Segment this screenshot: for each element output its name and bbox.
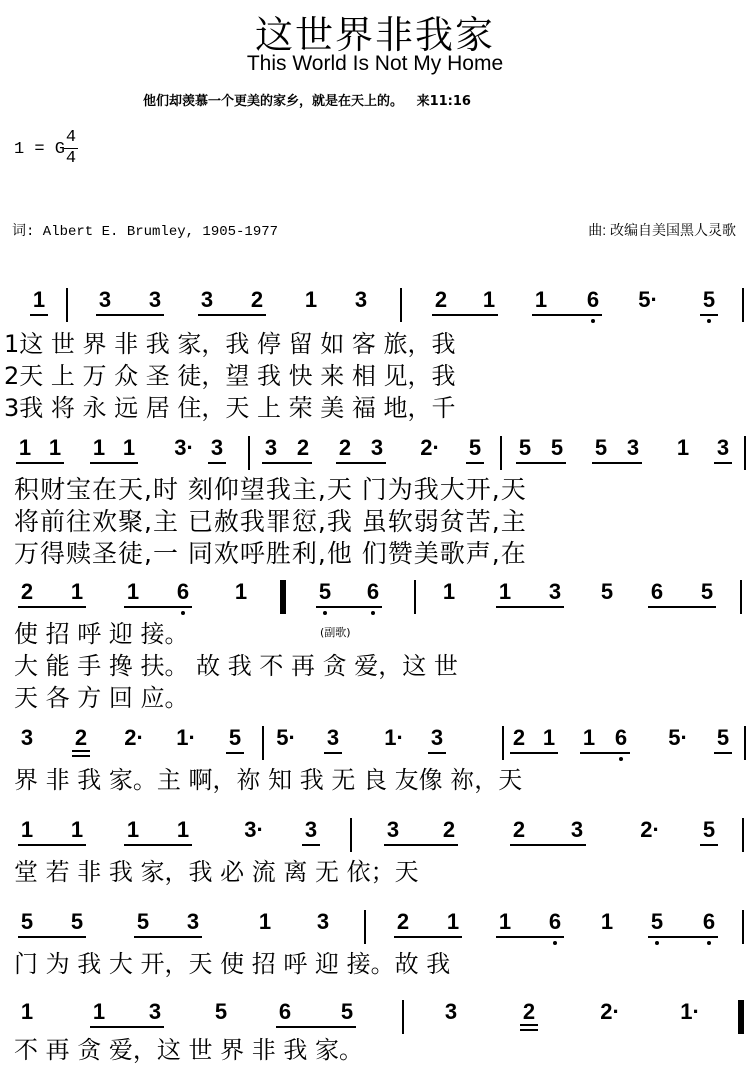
barline [402,1000,404,1034]
note: 6 [176,579,190,604]
chorus-tag: (副歌) [320,626,351,639]
note: 5· [638,287,658,312]
underline [18,606,86,608]
note: 6 [366,579,380,604]
note: 1 [122,435,136,460]
double-barline [280,580,286,614]
note: 3 [210,435,224,460]
underline [208,462,226,464]
note: 3 [186,909,200,934]
note: 5· [276,725,296,750]
note: 1· [384,725,404,750]
note: 3 [200,287,214,312]
note: 3 [304,817,318,842]
underline [262,462,312,464]
lyric-line: 使 招 呼 迎 接。 [14,620,189,648]
underline [496,936,564,938]
note: 1 [20,999,34,1024]
underline [226,752,244,754]
note: 3 [354,287,368,312]
lyric-line: 界 非 我 家。主 啊，祢 知 我 无 良 友像 祢，天 [14,766,523,794]
barline [350,818,352,852]
underline [520,1029,538,1031]
underline [592,462,642,464]
octave-dot [371,611,375,615]
note: 2· [640,817,660,842]
note: 2 [296,435,310,460]
note: 5 [136,909,150,934]
note: 1 [92,435,106,460]
underline [714,752,732,754]
underline [532,314,602,316]
note: 5 [702,817,716,842]
underline [714,462,732,464]
barline [744,726,746,760]
note: 1 [32,287,46,312]
underline [316,606,382,608]
note: 2 [74,725,88,750]
note: 6 [614,725,628,750]
underline [18,936,86,938]
song-title: 这世界非我家 [254,13,495,57]
note: 5 [650,909,664,934]
note: 5 [702,287,716,312]
note: 1 [20,817,34,842]
note: 1 [258,909,272,934]
note: 5 [716,725,730,750]
barline [500,436,502,470]
note: 2 [250,287,264,312]
underline [96,314,164,316]
note: 3 [316,909,330,934]
note: 3 [20,725,34,750]
note: 1 [498,909,512,934]
note: 2· [124,725,144,750]
lyric-line: 堂 若 非 我 家，我 必 流 离 无 依；天 [14,858,419,886]
underline [198,314,266,316]
note: 3 [326,725,340,750]
lyric-line: 积财宝在天,时 刻仰望我主,天 门为我大开,天 [14,475,527,504]
note: 5 [468,435,482,460]
underline [324,752,342,754]
note: 1 [92,999,106,1024]
note: 1 [234,579,248,604]
note: 2 [20,579,34,604]
note: 5 [594,435,608,460]
note: 3 [148,287,162,312]
underline [384,844,458,846]
lyric-line: 天 各 方 回 应。 [14,684,189,712]
underline [516,462,566,464]
underline [700,844,718,846]
underline [276,1026,356,1028]
note: 1 [498,579,512,604]
octave-dot [553,941,557,945]
note: 2 [512,817,526,842]
note: 5 [214,999,228,1024]
octave-dot [323,611,327,615]
note: 1 [534,287,548,312]
underline [466,462,484,464]
note: 1 [70,579,84,604]
note: 1 [446,909,460,934]
note: 1 [48,435,62,460]
note: 2· [600,999,620,1024]
note: 1 [676,435,690,460]
end-barline [738,1000,744,1034]
underline [648,606,716,608]
note: 1 [126,817,140,842]
note: 6 [650,579,664,604]
barline [262,726,264,760]
note: 3 [716,435,730,460]
underline [30,314,48,316]
underline [428,752,446,754]
note: 6 [278,999,292,1024]
note: 3· [244,817,264,842]
underline [336,462,386,464]
underline [520,1024,538,1026]
note: 3 [386,817,400,842]
note: 2 [396,909,410,934]
underline [124,844,192,846]
barline [364,910,366,944]
barline [740,580,742,614]
lyric-line: 2天 上 万 众 圣 徒，望 我 快 来 相 见，我 [4,362,456,390]
note: 5 [20,909,34,934]
underline [648,936,718,938]
barline [744,436,746,470]
note: 5 [600,579,614,604]
octave-dot [181,611,185,615]
note: 1 [582,725,596,750]
underline [394,936,462,938]
note: 5 [518,435,532,460]
note: 3 [370,435,384,460]
time-top: 4 [65,128,77,147]
underline [510,844,586,846]
lyric-line: 将前往欢聚,主 已赦我罪愆,我 虽软弱贫苦,主 [14,507,527,536]
scripture-verse: 他们却羡慕一个更美的家乡，就是在天上的。 来11:16 [143,94,471,109]
note: 2 [512,725,526,750]
barline [66,288,68,322]
time-bottom: 4 [65,149,77,168]
note: 5 [318,579,332,604]
octave-dot [655,941,659,945]
lyricist-credit: 词: Albert E. Brumley, 1905-1977 [12,224,279,240]
octave-dot [707,319,711,323]
underline [700,314,718,316]
note: 3 [444,999,458,1024]
octave-dot [591,319,595,323]
underline [510,752,558,754]
note: 1 [70,817,84,842]
underline [124,606,192,608]
underline [18,844,86,846]
lyric-line: 门 为 我 大 开，天 使 招 呼 迎 接。故 我 [14,950,451,978]
lyric-line: 大 能 手 搀 扶。 故 我 不 再 贪 爱，这 世 [14,652,458,680]
note: 5 [70,909,84,934]
barline [400,288,402,322]
time-signature [64,128,78,169]
underline [90,1026,164,1028]
note: 6 [548,909,562,934]
note: 5 [700,579,714,604]
note: 3 [98,287,112,312]
underline [72,755,90,757]
barline [502,726,504,760]
underline [90,462,138,464]
underline [134,936,202,938]
barline [248,436,250,470]
note: 5· [668,725,688,750]
note: 5 [340,999,354,1024]
note: 1 [482,287,496,312]
note: 1 [542,725,556,750]
note: 3 [264,435,278,460]
note: 2 [338,435,352,460]
octave-dot [707,941,711,945]
note: 6 [702,909,716,934]
note: 6 [586,287,600,312]
underline [302,844,320,846]
lyric-line: 3我 将 永 远 居 住，天 上 荣 美 福 地，千 [4,394,456,422]
underline [72,750,90,752]
barline [742,288,744,322]
note: 1 [304,287,318,312]
note: 1 [126,579,140,604]
lyric-line: 不 再 贪 爱，这 世 界 非 我 家。 [14,1036,364,1064]
note: 1 [442,579,456,604]
note: 3 [148,999,162,1024]
note: 3 [570,817,584,842]
note: 2 [522,999,536,1024]
note: 5 [550,435,564,460]
song-subtitle: This World Is Not My Home [246,52,504,75]
lyric-line: 万得赎圣徒,一 同欢呼胜利,他 们赞美歌声,在 [14,539,527,568]
note: 3 [430,725,444,750]
note: 3 [626,435,640,460]
note: 1 [176,817,190,842]
barline [742,818,744,852]
note: 2· [420,435,440,460]
underline [16,462,64,464]
note: 1 [600,909,614,934]
note: 3· [174,435,194,460]
note: 2 [434,287,448,312]
note: 1· [176,725,196,750]
note: 3 [548,579,562,604]
note: 1· [680,999,700,1024]
underline [496,606,564,608]
composer-credit: 曲: 改编自美国黑人灵歌 [588,222,736,238]
note: 5 [228,725,242,750]
lyric-line: 1这 世 界 非 我 家，我 停 留 如 客 旅，我 [4,330,456,358]
note: 2 [442,817,456,842]
underline [432,314,498,316]
octave-dot [619,757,623,761]
underline [580,752,630,754]
barline [742,910,744,944]
key-signature: 1 = G [14,140,66,159]
note: 1 [18,435,32,460]
barline [414,580,416,614]
